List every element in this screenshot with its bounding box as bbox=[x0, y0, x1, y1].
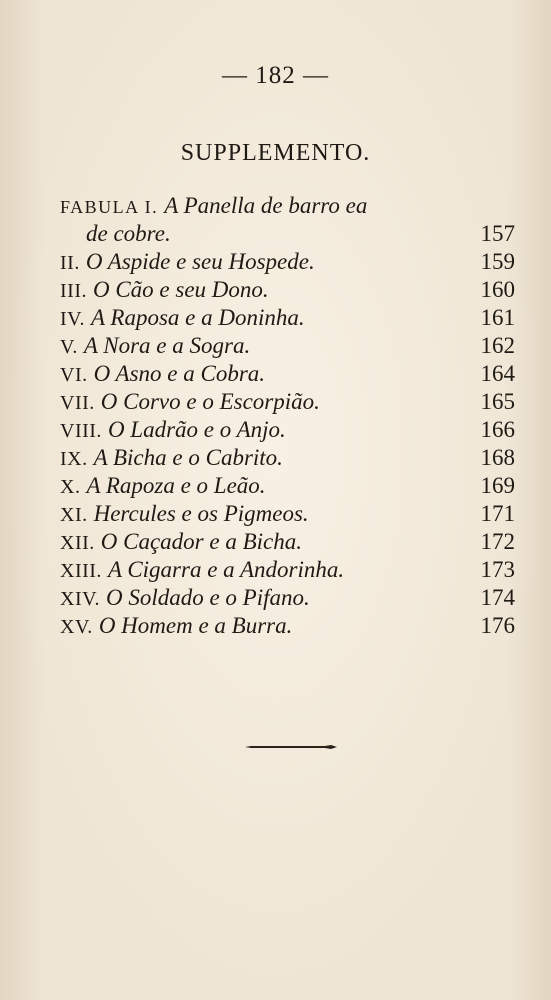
section-title: SUPPLEMENTO. bbox=[180, 140, 371, 166]
entry-numeral: XV. bbox=[60, 616, 93, 638]
entry-page: 171 bbox=[480, 501, 515, 526]
entry-page: 172 bbox=[480, 529, 515, 554]
toc-entry bbox=[60, 388, 515, 416]
entry-title: Hercules e os Pigmeos. bbox=[93, 501, 309, 526]
entry-title: A Panella de barro ea bbox=[164, 193, 368, 218]
entry-numeral: XI. bbox=[60, 504, 88, 526]
entry-title: O Aspide e seu Hospede. bbox=[85, 249, 315, 274]
entry-numeral: XIV. bbox=[60, 588, 100, 610]
entry-page: 160 bbox=[480, 277, 515, 302]
entry-title: A Cigarra e a Andorinha. bbox=[107, 557, 345, 582]
toc-entry bbox=[60, 556, 515, 584]
toc-entry bbox=[60, 276, 515, 304]
entry-title: O Cão e seu Dono. bbox=[92, 277, 269, 302]
entry-page: 169 bbox=[480, 473, 515, 498]
table-of-contents bbox=[60, 192, 515, 640]
entry-page: 162 bbox=[480, 333, 515, 358]
entry-page: 159 bbox=[480, 249, 515, 274]
entry-title: A Nora e a Sogra. bbox=[83, 333, 251, 358]
entry-numeral: IV. bbox=[60, 308, 86, 330]
toc-entry bbox=[60, 416, 515, 444]
entry-numeral: VIII. bbox=[60, 420, 102, 442]
entry-title: O Caçador e a Bicha. bbox=[100, 529, 302, 554]
toc-entry bbox=[60, 612, 515, 640]
entry-numeral: VII. bbox=[60, 392, 95, 414]
entry-numeral: II. bbox=[60, 252, 80, 274]
entry-page: 165 bbox=[480, 389, 515, 414]
toc-entry bbox=[60, 444, 515, 472]
entry-numeral: X. bbox=[60, 476, 81, 498]
entry-title: A Bicha e o Cabrito. bbox=[93, 445, 283, 470]
toc-entry bbox=[60, 220, 515, 248]
entry-title: O Homem e a Burra. bbox=[98, 613, 293, 638]
entry-page: 176 bbox=[480, 613, 515, 638]
entry-numeral: FABULA I. bbox=[60, 197, 159, 217]
toc-entry bbox=[60, 500, 515, 528]
entry-title: O Corvo e o Escorpião. bbox=[100, 389, 320, 414]
entry-title: O Ladrão e o Anjo. bbox=[107, 417, 286, 442]
entry-numeral: VI. bbox=[60, 364, 88, 386]
toc-entry bbox=[60, 332, 515, 360]
toc-entry bbox=[60, 360, 515, 388]
rule-ornament-icon bbox=[245, 745, 337, 749]
entry-title: A Raposa e a Doninha. bbox=[91, 305, 305, 330]
toc-entry bbox=[60, 248, 515, 276]
entry-page: 157 bbox=[480, 221, 515, 246]
entry-numeral: III. bbox=[60, 280, 87, 302]
toc-entry bbox=[60, 584, 515, 612]
entry-numeral: XII. bbox=[60, 532, 95, 554]
entry-title: O Soldado e o Pifano. bbox=[105, 585, 310, 610]
toc-entry bbox=[60, 304, 515, 332]
entry-page: 166 bbox=[480, 417, 515, 442]
entry-page: 161 bbox=[480, 305, 515, 330]
toc-entry bbox=[60, 192, 515, 220]
entry-page: 173 bbox=[480, 557, 515, 582]
entry-title: O Asno e a Cobra. bbox=[93, 361, 266, 386]
entry-numeral: XIII. bbox=[60, 560, 102, 582]
entry-page: 174 bbox=[480, 585, 515, 610]
end-ornament bbox=[245, 745, 337, 749]
entry-title: A Rapoza e o Leão. bbox=[86, 473, 266, 498]
page-number: — 182 — bbox=[222, 62, 329, 89]
entry-page: 164 bbox=[480, 361, 515, 386]
toc-entry bbox=[60, 472, 515, 500]
entry-title: de cobre. bbox=[86, 221, 171, 246]
entry-numeral: IX. bbox=[60, 448, 88, 470]
entry-page: 168 bbox=[480, 445, 515, 470]
toc-entry bbox=[60, 528, 515, 556]
entry-numeral: V. bbox=[60, 336, 78, 358]
